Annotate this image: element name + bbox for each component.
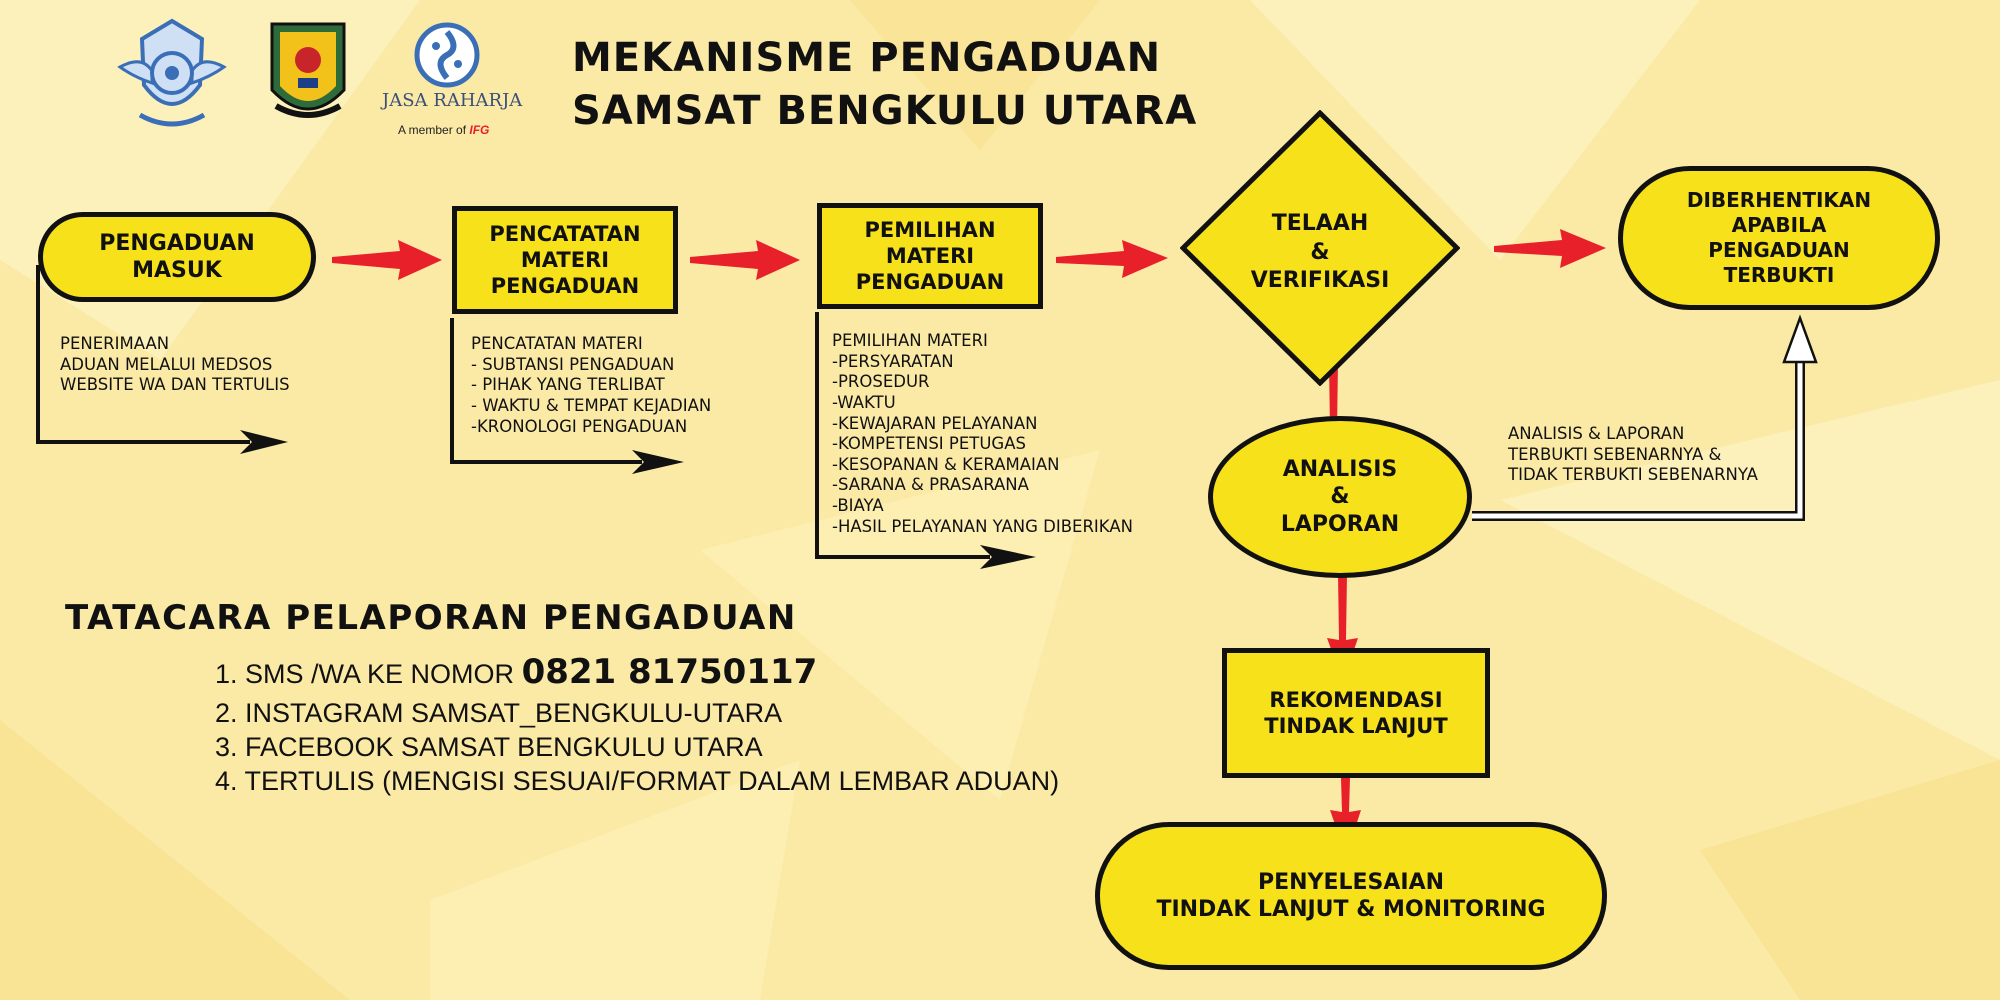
- node-pemilihan-materi: [817, 203, 1043, 309]
- node-pencatatan-materi-label: PENCATATAN MATERI PENGADUAN: [489, 221, 641, 299]
- note-analisis: ANALISIS & LAPORAN TERBUKTI SEBENARNYA & TIDAK TERBUKTI SEBENARNYA: [1508, 424, 1758, 485]
- howto-title: TATACARA PELAPORAN PENGADUAN: [65, 598, 797, 638]
- howto-item-1: [215, 652, 817, 692]
- howto-item-4: 4. TERTULIS (MENGISI SESUAI/FORMAT DALAM LEMBAR ADUAN): [215, 766, 1060, 796]
- red-arrow-1: [332, 240, 442, 280]
- node-penyelesaian-label: PENYELESAIAN TINDAK LANJUT & MONITORING: [1156, 869, 1546, 922]
- node-diberhentikan: [1618, 166, 1940, 310]
- howto-item-2: 2. INSTAGRAM SAMSAT_BENGKULU-UTARA: [215, 698, 783, 728]
- red-arrow-2: [690, 240, 800, 280]
- red-arrow-4: [1494, 229, 1606, 268]
- howto-item-3: 3. FACEBOOK SAMSAT BENGKULU UTARA: [215, 732, 763, 762]
- red-arrow-3: [1056, 240, 1168, 278]
- node-analisis-laporan: [1208, 416, 1472, 578]
- node-diberhentikan-label: DIBERHENTIKAN APABILA PENGADUAN TERBUKTI: [1686, 188, 1872, 287]
- title-line-2: SAMSAT BENGKULU UTARA: [572, 88, 1198, 134]
- note-pemilihan: PEMILIHAN MATERI -PERSYARATAN -PROSEDUR -WAKTU -KEWAJARAN PELAYANAN -KOMPETENSI PETUGAS -KESOPANAN & KERAMAIAN -SARANA & PRASARANA -BIAYA -HASIL PELAYANAN YANG DIBERIKAN: [832, 331, 1133, 536]
- node-pemilihan-materi-label: PEMILIHAN MATERI PENGADUAN: [855, 217, 1005, 295]
- node-analisis-laporan-label: ANALISIS & LAPORAN: [1280, 456, 1400, 537]
- ifg-brand: IFG: [469, 123, 490, 137]
- howto-item-1-prefix: 1. SMS /WA KE NOMOR: [215, 659, 515, 689]
- node-pencatatan-materi: [452, 206, 678, 314]
- node-penyelesaian: [1095, 822, 1607, 970]
- title-line-1: MEKANISME PENGADUAN: [572, 35, 1162, 81]
- node-rekomendasi: [1222, 648, 1490, 778]
- jasa-raharja-name: JASA RAHARJA: [382, 90, 523, 111]
- node-pengaduan-masuk-label: PENGADUAN MASUK: [99, 230, 255, 283]
- white-arrow-up: [1472, 318, 1816, 516]
- node-pengaduan-masuk: [38, 212, 316, 302]
- node-rekomendasi-label: REKOMENDASI TINDAK LANJUT: [1264, 687, 1448, 738]
- tagline-prefix: A member of: [398, 123, 467, 137]
- note-pencatatan: PENCATATAN MATERI - SUBTANSI PENGADUAN - PIHAK YANG TERLIBAT - WAKTU & TEMPAT KEJADIAN -KRONOLOGI PENGADUAN: [471, 334, 712, 436]
- node-telaah-verifikasi-label: TELAAH & VERIFIKASI: [1250, 211, 1390, 294]
- note-penerimaan: PENERIMAAN ADUAN MELALUI MEDSOS WEBSITE WA DAN TERTULIS: [60, 334, 290, 395]
- howto-phone-number: 0821 81750117: [521, 652, 818, 692]
